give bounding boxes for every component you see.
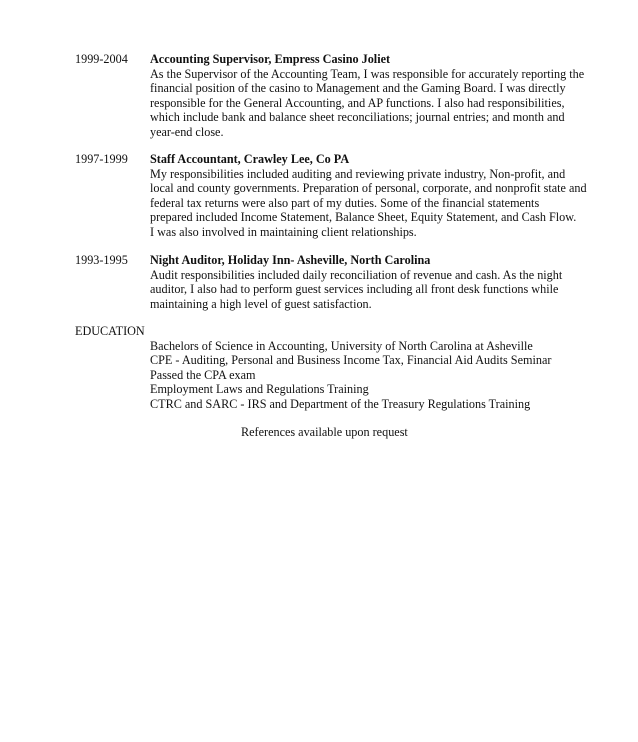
entry-years: 1997-1999 bbox=[75, 152, 128, 166]
education-line: CPE - Auditing, Personal and Business Income Tax, Financial Aid Audits Seminar bbox=[150, 353, 552, 367]
entry-years: 1993-1995 bbox=[75, 253, 128, 267]
entry-line: federal tax returns were also part of my duties. Some of the financial statements bbox=[150, 195, 540, 210]
entry-line: As the Supervisor of the Accounting Team, I was responsible for accurately reporting the bbox=[150, 66, 585, 81]
entry-line: auditor, I also had to perform guest services including all front desk functions while bbox=[150, 282, 559, 296]
education-line: Employment Laws and Regulations Training bbox=[150, 382, 369, 396]
entry-title: Staff Accountant, Crawley Lee, Co PA bbox=[150, 152, 350, 166]
entry-line: Audit responsibilities included daily reconciliation of revenue and cash. As the night bbox=[150, 267, 563, 282]
references-note: References available upon request bbox=[241, 425, 408, 439]
entry-line: I was also involved in maintaining client relationships. bbox=[150, 224, 417, 239]
entry-body bbox=[150, 152, 587, 239]
education-line: Bachelors of Science in Accounting, University of North Carolina at Asheville bbox=[150, 338, 533, 353]
entry-line: responsible for the General Accounting, and AP functions. I also had responsibilities, bbox=[150, 95, 565, 110]
entry-line: which include bank and balance sheet reconciliations; journal entries; and month and bbox=[150, 110, 565, 124]
education-line: CTRC and SARC - IRS and Department of the Treasury Regulations Training bbox=[150, 396, 531, 411]
education-heading: EDUCATION bbox=[75, 324, 145, 338]
education-body bbox=[150, 339, 575, 412]
entry-title: Night Auditor, Holiday Inn- Asheville, North Carolina bbox=[150, 253, 431, 267]
entry-title: Accounting Supervisor, Empress Casino Joliet bbox=[150, 52, 391, 66]
entry-line: year-end close. bbox=[150, 124, 224, 139]
entry-years: 1999-2004 bbox=[75, 52, 128, 66]
entry-line: My responsibilities included auditing and reviewing private industry, Non-profit, and bbox=[150, 166, 566, 181]
entry-body bbox=[150, 253, 575, 311]
education-line: Passed the CPA exam bbox=[150, 367, 256, 382]
entry-line: maintaining a high level of guest satisfaction. bbox=[150, 296, 372, 311]
entry-line: local and county governments. Preparation of personal, corporate, and nonprofit state and bbox=[150, 181, 587, 195]
entry-line: prepared included Income Statement, Balance Sheet, Equity Statement, and Cash Flow. bbox=[150, 210, 577, 224]
entry-line: financial position of the casino to Management and the Gaming Board. I was directly bbox=[150, 81, 566, 95]
entry-body bbox=[150, 52, 585, 139]
